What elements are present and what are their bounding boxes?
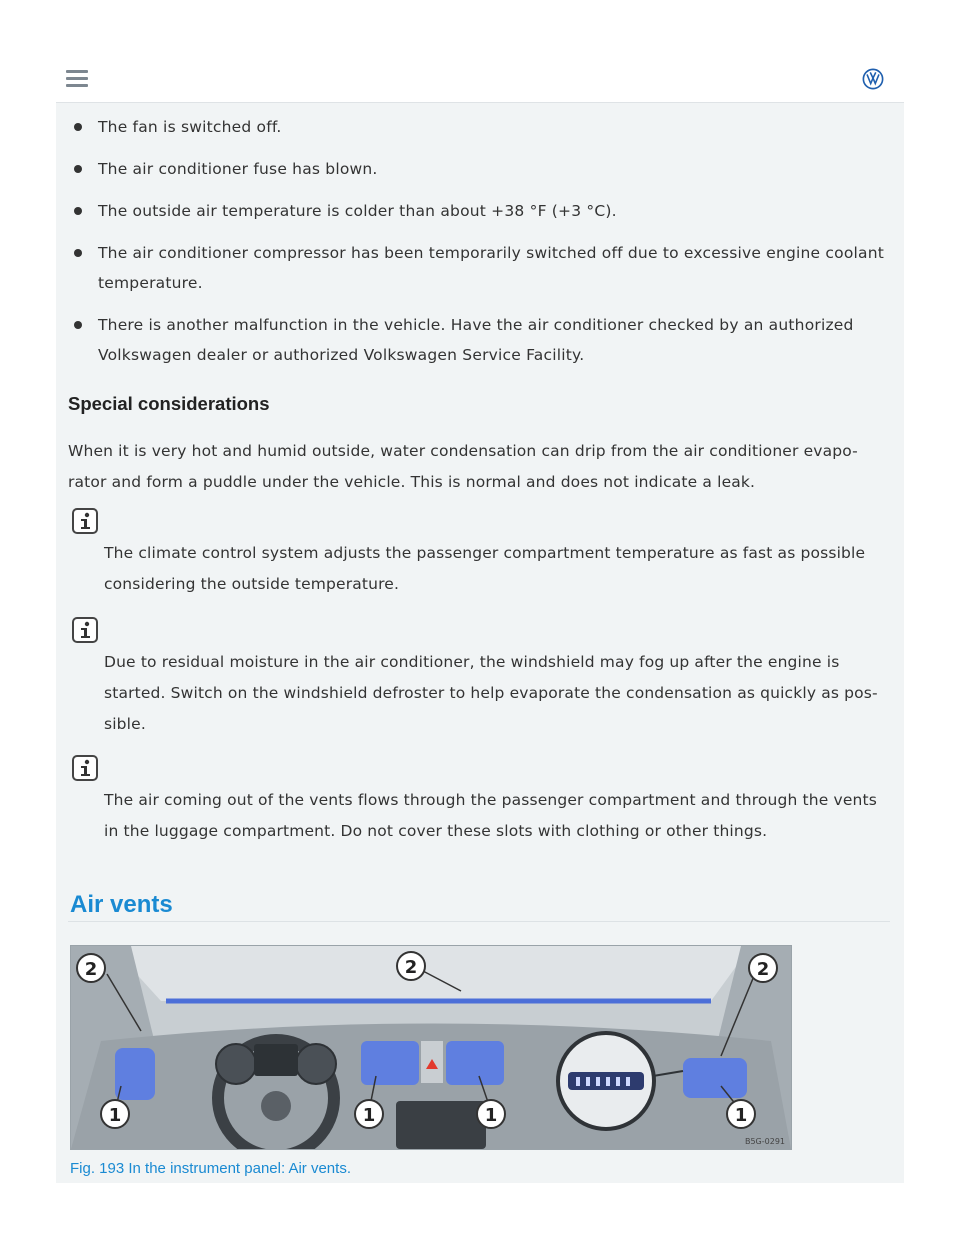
heading-divider: [68, 921, 890, 922]
figure-code: B5G-0291: [744, 1137, 785, 1146]
callout-1-c: [477, 1100, 505, 1128]
svg-text:1: 1: [362, 1105, 376, 1126]
figure-caption: Fig. 193 In the instrument panel: Air vents.: [70, 1160, 351, 1177]
svg-text:1: 1: [734, 1105, 748, 1126]
section-title: Special considerations: [68, 393, 270, 414]
svg-text:2: 2: [404, 957, 418, 978]
body-paragraph: When it is very hot and humid outside, water condensation can drip from the air conditioner evapo-rator and form a puddle under the vehicle. This is normal and does not indicate a leak.: [68, 442, 858, 491]
callout-2-center: [397, 952, 425, 980]
content-area: [56, 103, 904, 1183]
svg-text:2: 2: [84, 959, 98, 980]
top-bar: [56, 58, 904, 103]
list-item: The air conditioner compressor has been temporarily switched off due to excessive engine coolant temperature.: [98, 238, 888, 298]
bullet-dot: [74, 249, 82, 257]
dashboard-illustration: [71, 946, 791, 1149]
callout-2-left: [77, 954, 105, 982]
list-item: The air conditioner fuse has blown.: [98, 154, 888, 184]
callout-1-d: [727, 1100, 755, 1128]
list-item: The outside air temperature is colder than about +38 °F (+3 °C).: [98, 196, 888, 226]
section-heading: Air vents: [70, 891, 173, 918]
bullet-dot: [74, 321, 82, 329]
info-icon: [72, 508, 98, 534]
callout-1-a: [101, 1100, 129, 1128]
list-item: There is another malfunction in the vehicle. Have the air conditioner checked by an authorized Volkswagen dealer or authorized Volkswagen Service Facility.: [98, 310, 888, 370]
hamburger-menu-icon[interactable]: [66, 70, 88, 88]
svg-text:1: 1: [108, 1105, 122, 1126]
note-text: The air coming out of the vents flows through the passenger compartment and through the vents in the luggage compartment. Do not cover these slots with clothing or other things.: [104, 791, 877, 840]
note-text: The climate control system adjusts the passenger compartment temperature as fast as possible considering the outside temperature.: [104, 544, 866, 593]
info-icon: [72, 755, 98, 781]
callout-2-right: [749, 954, 777, 982]
svg-text:2: 2: [756, 959, 770, 980]
bullet-dot: [74, 123, 82, 131]
dashboard-figure: [70, 945, 792, 1150]
info-icon: [72, 617, 98, 643]
vw-logo-icon: [862, 68, 884, 90]
svg-text:1: 1: [484, 1105, 498, 1126]
list-item: The fan is switched off.: [98, 112, 888, 142]
note-text: Due to residual moisture in the air conditioner, the windshield may fog up after the engine is started. Switch on the windshield defroster to help evaporate the condensation as quickly as pos-sible.: [104, 653, 878, 733]
bullet-dot: [74, 165, 82, 173]
callout-1-b: [355, 1100, 383, 1128]
bullet-dot: [74, 207, 82, 215]
